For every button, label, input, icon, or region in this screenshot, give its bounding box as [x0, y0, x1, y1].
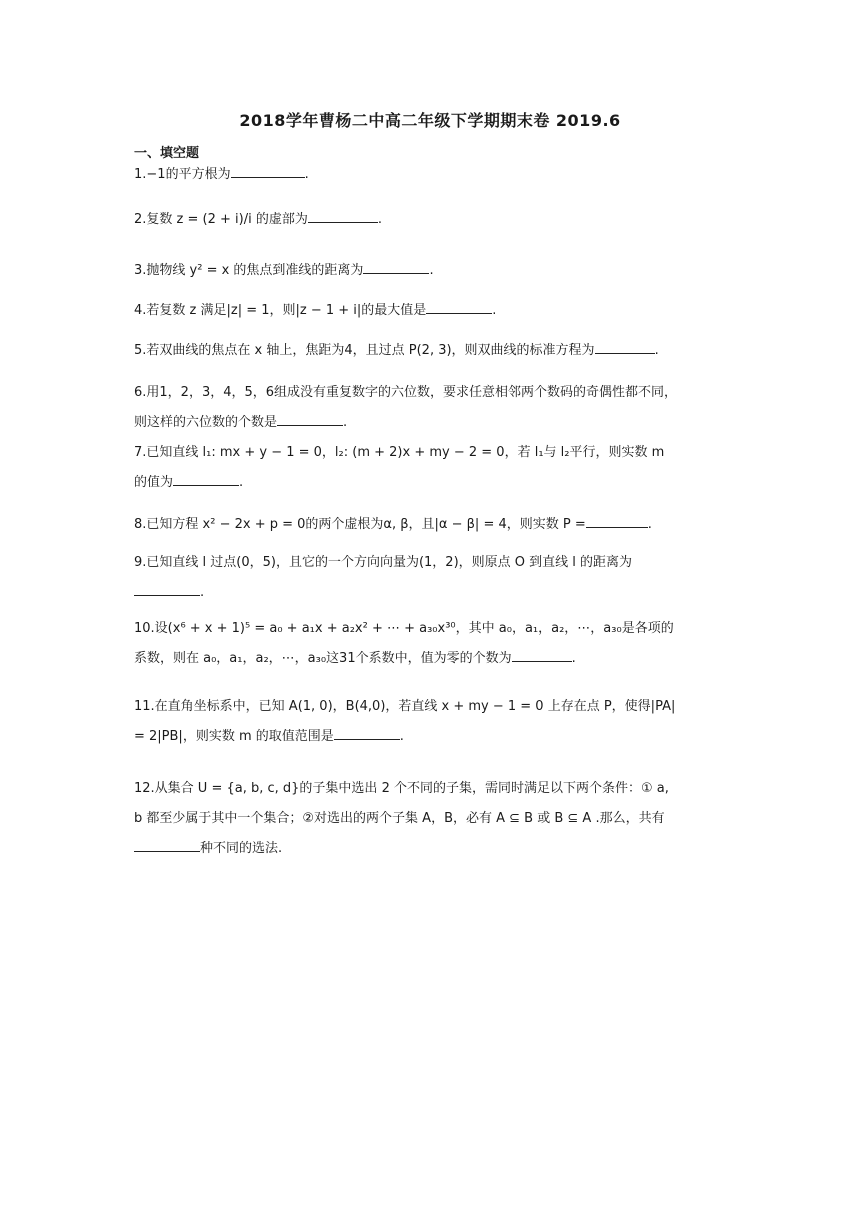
- question-11: 11.在直角坐标系中，已知 A(1, 0)，B(4,0)，若直线 x + my − 1 = 0 上存在点 P，使得|PA| = 2|PB|，则实数 m 的取值范围是 .: [134, 699, 676, 744]
- answer-blank: [308, 208, 378, 223]
- question-text: 2.复数 z = (2 + i)/i 的虚部为: [134, 212, 308, 227]
- question-5: 5.若双曲线的焦点在 x 轴上，焦距为4，且过点 P(2, 3)，则双曲线的标准方程为 .: [134, 336, 679, 366]
- question-text: 4.若复数 z 满足|z| = 1，则|z − 1 + i|的最大值是: [134, 303, 427, 318]
- question-8: 8.已知方程 x² − 2x + p = 0的两个虚根为α, β，且|α − β| = 4，则实数 P = .: [134, 510, 679, 540]
- answer-blank: [231, 163, 305, 178]
- question-1: 1.−1的平方根为 .: [134, 160, 679, 190]
- question-text: 6.用1，2，3，4，5，6组成没有重复数字的六位数，要求任意相邻两个数码的奇偶性都不同，则这样的六位数的个数是: [134, 385, 678, 430]
- question-text: 7.已知直线 l₁: mx + y − 1 = 0，l₂: (m + 2)x + my − 2 = 0，若 l₁与 l₂平行，则实数 m 的值为: [134, 445, 665, 490]
- answer-blank: [134, 837, 200, 852]
- question-text: 5.若双曲线的焦点在 x 轴上，焦距为4，且过点 P(2, 3)，则双曲线的标准方程为: [134, 343, 595, 358]
- answer-blank: [426, 299, 492, 314]
- question-9: 9.已知直线 l 过点(0，5)，且它的一个方向向量为(1，2)，则原点 O 到直线 l 的距离为.: [134, 555, 633, 600]
- answer-blank: [586, 513, 648, 528]
- question-6: 6.用1，2，3，4，5，6组成没有重复数字的六位数，要求任意相邻两个数码的奇偶性都不同，则这样的六位数的个数是 .: [134, 385, 678, 430]
- answer-blank: [512, 647, 572, 662]
- question-text: 8.已知方程 x² − 2x + p = 0的两个虚根为α, β，且|α − β| = 4，则实数 P =: [134, 517, 586, 532]
- answer-blank: [595, 339, 655, 354]
- exam-title: 2018学年曹杨二中高二年级下学期期末卷 2019.6: [239, 111, 621, 130]
- question-2: 2.复数 z = (2 + i)/i 的虚部为 .: [134, 205, 679, 235]
- question-text: 3.抛物线 y² = x 的焦点到准线的距离为: [134, 263, 364, 278]
- question-text: 9.已知直线 l 过点(0，5)，且它的一个方向向量为(1，2)，则原点 O 到直线 l 的距离为: [134, 555, 633, 570]
- answer-blank: [277, 411, 343, 426]
- question-text: 10.设(x⁶ + x + 1)⁵ = a₀ + a₁x + a₂x² + ⋯ + a₃₀x³⁰，其中 a₀，a₁，a₂，⋯，a₃₀是各项的系数，则在 a₀，a₁，a₂，⋯，a₃₀这31个系数中，值为零的个数为: [134, 621, 674, 666]
- answer-blank: [334, 725, 400, 740]
- answer-blank: [173, 471, 239, 486]
- question-text: 12.从集合 U = {a, b, c, d}的子集中选出 2 个不同的子集，需同时满足以下两个条件：① a, b 都至少属于其中一个集合；②对选出的两个子集 A，B，必有 A ⊆ B 或 B ⊆ A .那么，共有: [134, 781, 669, 826]
- question-10: 10.设(x⁶ + x + 1)⁵ = a₀ + a₁x + a₂x² + ⋯ + a₃₀x³⁰，其中 a₀，a₁，a₂，⋯，a₃₀是各项的系数，则在 a₀，a₁，a₂，⋯，a₃₀这31个系数中，值为零的个数为 .: [134, 621, 674, 666]
- question-text: 11.在直角坐标系中，已知 A(1, 0)，B(4,0)，若直线 x + my − 1 = 0 上存在点 P，使得|PA| = 2|PB|，则实数 m 的取值范围是: [134, 699, 676, 744]
- answer-blank: [363, 259, 429, 274]
- question-7: 7.已知直线 l₁: mx + y − 1 = 0，l₂: (m + 2)x + my − 2 = 0，若 l₁与 l₂平行，则实数 m 的值为 .: [134, 445, 665, 490]
- answer-blank: [134, 581, 200, 596]
- question-12: 12.从集合 U = {a, b, c, d}的子集中选出 2 个不同的子集，需同时满足以下两个条件：① a, b 都至少属于其中一个集合；②对选出的两个子集 A，B，必有 A ⊆ B 或 B ⊆ A .那么，共有种不同的选法.: [134, 781, 669, 856]
- question-4: 4.若复数 z 满足|z| = 1，则|z − 1 + i|的最大值是 .: [134, 296, 679, 326]
- question-3: 3.抛物线 y² = x 的焦点到准线的距离为 .: [134, 256, 679, 286]
- section-heading: 一、填空题: [134, 146, 200, 161]
- question-text: 1.−1的平方根为: [134, 167, 231, 182]
